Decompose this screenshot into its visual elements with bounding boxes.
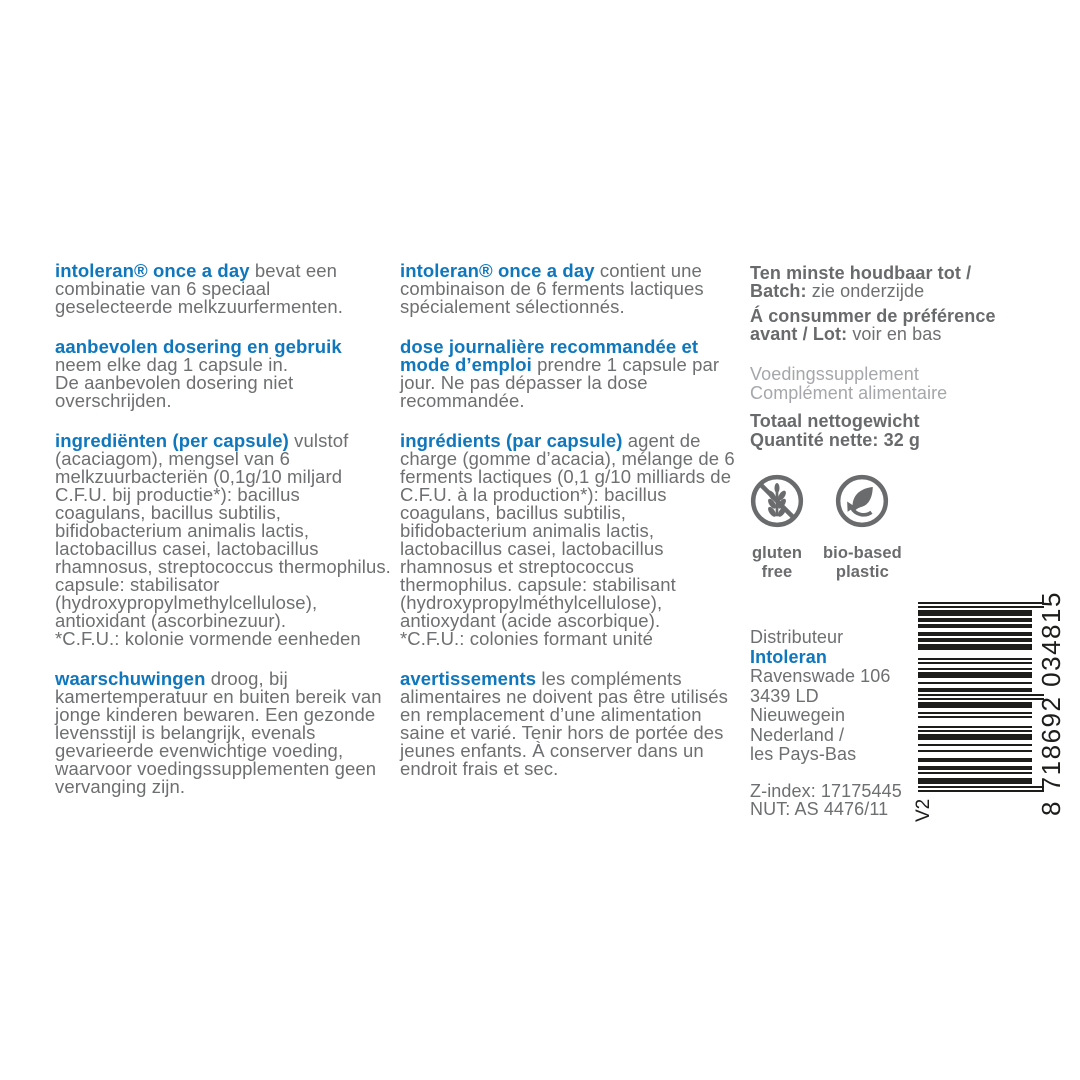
distributor-name: Intoleran <box>750 646 827 667</box>
badge-label-line: free <box>761 563 793 581</box>
barcode-gap <box>918 650 1032 658</box>
barcode-number: 8 718692 034815 <box>1036 591 1066 816</box>
section-body: neem elke dag 1 capsule in. <box>55 354 289 375</box>
warnings-paragraph-fr <box>400 670 738 778</box>
section-body: bevat een combinatie van 6 speciaal geselecteerde melkzuurfermenten. <box>55 260 344 317</box>
best-before-nl-line1: Ten minste houdbaar tot / <box>750 263 972 283</box>
badge-label <box>823 544 902 582</box>
section-heading: intoleran® once a day <box>400 260 595 281</box>
address-line: 3439 LD <box>750 685 819 706</box>
nut-number: NUT: AS 4476/11 <box>750 798 889 819</box>
section-body: vulstof (acaciagom), mengsel van 6 melkzuurbacteriën (0,1g/10 miljard C.F.U. bij productie*): bacillus coagulans, bacillus subtilis, bifidobacterium animalis lactis, lactobacillus casei, lactobacillus rhamnosus, streptococcus thermophilus. capsule: stabilisator (hydroxypropylmethylcellulose), antioxidant (ascorbinezuur). <box>55 430 391 631</box>
address-line: Nieuwegein <box>750 705 846 725</box>
barcode-version: V2 <box>913 798 934 822</box>
dutch-column <box>55 262 391 796</box>
footnote: *C.F.U.: kolonie vormende eenheden <box>55 628 361 649</box>
dosage-paragraph-fr <box>400 338 738 410</box>
ingredients-paragraph-fr <box>400 432 738 648</box>
section-body: De aanbevolen dosering niet overschrijden. <box>55 372 294 411</box>
best-before-nl-value: zie onderzijde <box>811 281 925 301</box>
badge-bio-based-plastic <box>823 474 902 582</box>
section-body: agent de charge (gomme d’acacia), mélange de 6 ferments lactiques (0,1 g/10 milliards de C.F.U. à la production*): bacillus coagulans, bacillus subtilis, bifidobacterium animalis lactis, lactobacillus casei, lactobacillus rhamnosus et streptococcus thermophilus. capsule: stabilisant (hydroxypropylméthylcellulose), antioxydant (acide ascorbique). <box>400 430 735 631</box>
supplement-type-block <box>750 365 1052 403</box>
section-heading: dose journalière recommandée et mode d’emploi <box>400 336 699 375</box>
intro-paragraph-nl <box>55 262 391 316</box>
address-line: Nederland / <box>750 724 845 745</box>
badge-label-line: gluten <box>751 544 803 562</box>
best-before-fr-value: voir en bas <box>852 324 942 344</box>
barcode-gap <box>918 718 1032 726</box>
best-before-block <box>750 264 1052 343</box>
badge-gluten-free <box>750 474 804 582</box>
best-before-nl-label: Batch: <box>750 281 807 301</box>
supplement-type-nl: Voedingssupplement <box>750 364 919 384</box>
ingredients-paragraph-nl <box>55 432 391 648</box>
section-heading: waarschuwingen <box>55 668 206 689</box>
section-heading: aanbevolen dosering en gebruik <box>55 336 342 357</box>
warnings-paragraph-nl <box>55 670 391 796</box>
footnote: *C.F.U.: colonies formant unité <box>400 628 653 649</box>
section-heading: ingrédients (par capsule) <box>400 430 623 451</box>
supplement-type-fr: Complément alimentaire <box>750 383 948 403</box>
net-weight-fr: Quantité nette: 32 g <box>750 430 921 450</box>
badges-row <box>750 474 1052 582</box>
section-body: les compléments alimentaires ne doivent pas être utilisés en remplacement d’une alimentation saine et varié. Tenir hors de portée des jeunes enfants. À conserver dans un endroit frais et sec. <box>400 668 729 779</box>
best-before-fr <box>750 307 1052 343</box>
gluten-free-icon <box>750 474 804 531</box>
badge-label <box>752 544 802 582</box>
address-line: Ravenswade 106 <box>750 666 891 686</box>
badge-label-line: bio-based <box>823 544 902 562</box>
best-before-fr-label: avant / Lot: <box>750 324 848 344</box>
section-heading: avertissements <box>400 668 537 689</box>
barcode <box>918 602 1044 794</box>
badge-label-line: plastic <box>835 563 889 581</box>
net-weight-nl: Totaal nettogewicht <box>750 411 920 431</box>
address-line: les Pays-Bas <box>750 744 857 764</box>
bio-based-plastic-icon <box>835 474 889 531</box>
section-body: droog, bij kamertemperatuur en buiten bereik van jonge kinderen bewaren. Een gezonde levensstijl is belangrijk, evenals gevarieerde evenwichtige voeding, waarvoor voedingssupplementen geen vervanging zijn. <box>55 668 382 797</box>
z-index-number: Z-index: 17175445 <box>750 780 902 801</box>
best-before-nl <box>750 264 1052 300</box>
french-column <box>400 262 738 778</box>
section-heading: intoleran® once a day <box>55 260 250 281</box>
best-before-fr-line1: Á consummer de préférence <box>750 306 996 326</box>
intro-paragraph-fr <box>400 262 738 316</box>
distributor-label: Distributeur <box>750 627 844 647</box>
section-heading: ingrediënten (per capsule) <box>55 430 289 451</box>
section-body: prendre 1 capsule par jour. Ne pas dépasser la dose recommandée. <box>400 354 720 411</box>
barcode-bar <box>918 790 1044 792</box>
section-body: contient une combinaison de 6 ferments lactiques spécialement sélectionnés. <box>400 260 704 317</box>
net-weight-block <box>750 412 1052 450</box>
dosage-paragraph-nl <box>55 338 391 410</box>
